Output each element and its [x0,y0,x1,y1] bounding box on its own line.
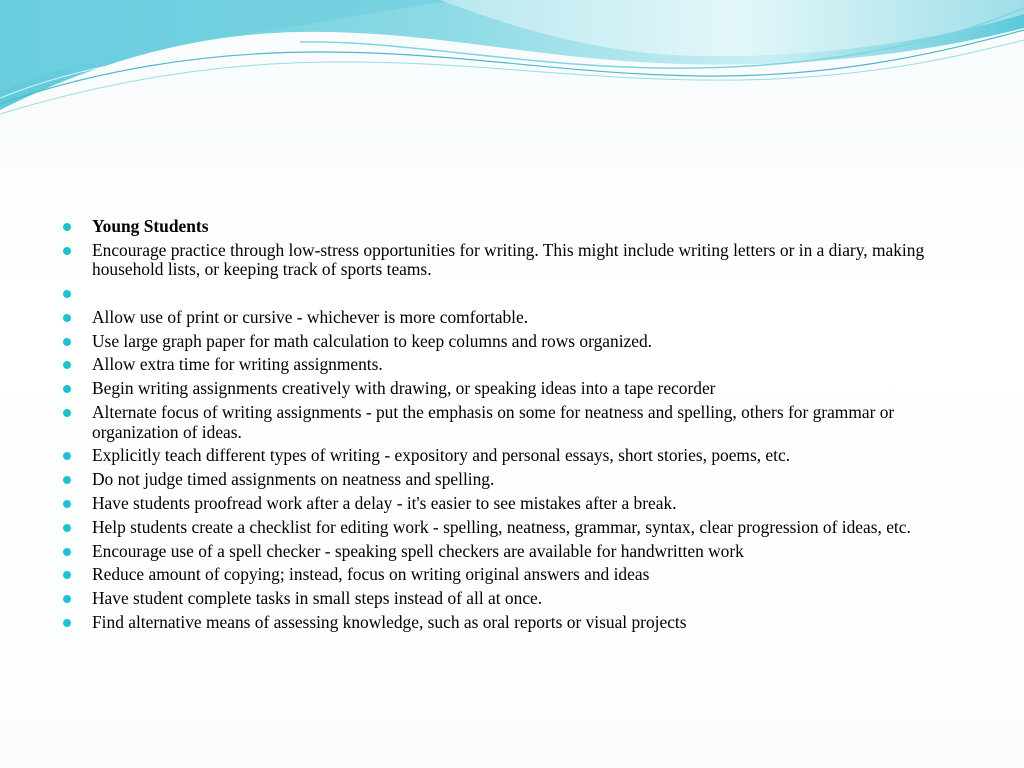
bullet-dot-icon [63,619,71,627]
bullet-text: Find alternative means of assessing knowledge, such as oral reports or visual projects [92,611,687,632]
bullet-text: Use large graph paper for math calculation to keep columns and rows organized. [92,330,653,351]
bullet-text: Do not judge timed assignments on neatness and spelling. [92,469,495,490]
bullet-dot-icon [63,500,71,508]
bullet-dot-icon [63,524,71,532]
bullet-dot-icon [63,452,71,460]
bullet-dot-icon [63,247,71,255]
bullet-text: Begin writing assignments creatively with drawing, or speaking ideas into a tape recorder [92,378,716,399]
bullet-text: Young Students [92,216,209,236]
bullet-text: Allow extra time for writing assignments. [92,354,383,375]
bullet-dot-icon [63,548,71,556]
bullet-item [63,308,968,328]
bullet-item [63,379,968,399]
bullet-text: Explicitly teach different types of writing - expository and personal essays, short stories, poems, etc. [92,445,791,466]
bullet-dot-icon [63,409,71,417]
bullet-text: Have student complete tasks in small steps instead of all at once. [92,588,543,609]
bullet-text: Have students proofread work after a delay - it's easier to see mistakes after a break. [92,492,677,513]
bullet-list [63,217,968,637]
bullet-dot-icon [63,571,71,579]
bullet-item [63,470,968,490]
bullet-item [63,332,968,352]
bullet-dot-icon [63,385,71,393]
bullet-dot-icon [63,314,71,322]
bullet-text: Reduce amount of copying; instead, focus on writing original answers and ideas [92,564,650,585]
bullet-dot-icon [63,361,71,369]
bullet-item [63,446,968,466]
bullet-item [63,217,968,237]
bullet-item [63,403,968,442]
bullet-item [63,494,968,514]
bullet-item [63,355,968,375]
bullet-dot-icon [63,223,71,231]
bullet-text: Encourage use of a spell checker - speaking spell checkers are available for handwritten work [92,540,744,561]
bullet-dot-icon [63,338,71,346]
bullet-item [63,613,968,633]
bullet-text: Allow use of print or cursive - whichever is more comfortable. [92,306,529,327]
bullet-text: Help students create a checklist for editing work - spelling, neatness, grammar, syntax, clear progression of ideas, etc. [92,516,911,537]
bullet-item [63,241,968,280]
bullet-item [63,284,968,304]
bullet-item [63,565,968,585]
bullet-item [63,589,968,609]
bullet-dot-icon [63,290,71,298]
bullet-item [63,542,968,562]
bullet-item [63,518,968,538]
wave-header-decoration [0,0,1024,130]
bullet-dot-icon [63,595,71,603]
bullet-text: Encourage practice through low-stress opportunities for writing. This might include writing letters or in a diary, making household lists, or keeping track of sports teams. [92,239,925,280]
bullet-text: Alternate focus of writing assignments - put the emphasis on some for neatness and spelling, others for grammar or organization of ideas. [92,402,895,442]
bullet-dot-icon [63,476,71,484]
